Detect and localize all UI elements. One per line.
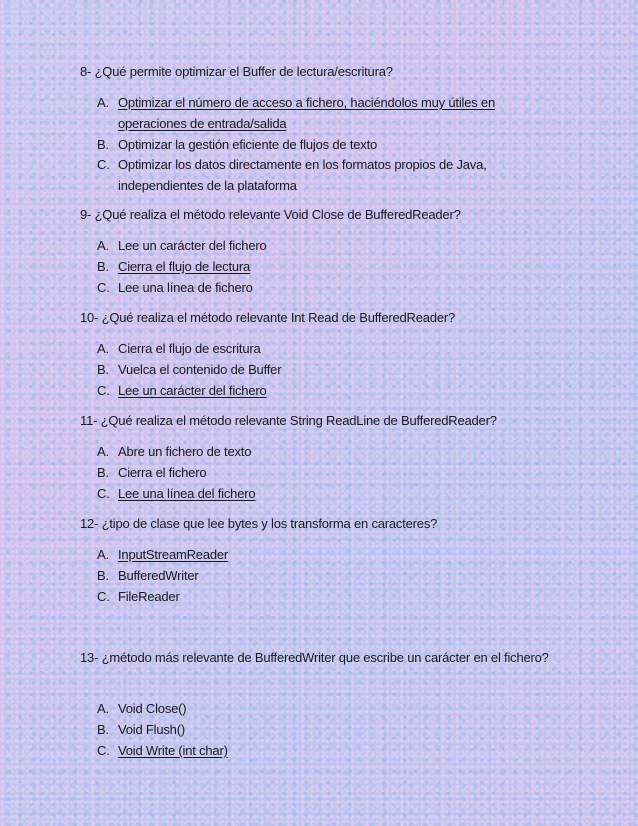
option-text: Void Close() [118,701,187,716]
option-9a [97,236,547,257]
question-11: 11- ¿Qué realiza el método relevante String ReadLine de BufferedReader? [80,413,497,428]
option-text-correct: Optimizar el número de acceso a fichero, haciéndolos muy útiles en operaciones de entrada/salida [118,95,495,131]
question-13: 13- ¿método más relevante de BufferedWriter que escribe un carácter en el fichero? [80,650,549,665]
option-text-correct: Lee un carácter del fichero [118,382,267,398]
option-8c [97,155,547,197]
option-text-correct: Void Write (int char) [118,742,228,758]
option-marker: C. [97,157,110,173]
option-marker: A. [97,701,109,716]
option-9c [97,278,547,299]
option-9b [97,257,547,278]
option-text: Lee un carácter del fichero [118,238,267,253]
option-marker: A. [97,547,109,562]
option-text: BufferedWriter [118,567,199,583]
option-text: Optimizar los datos directamente en los formatos propios de Java, independientes de la plataforma [118,157,487,194]
option-marker: A. [97,341,109,356]
option-marker: B. [97,464,109,480]
option-13a [97,699,547,720]
question-10: 10- ¿Qué realiza el método relevante Int Read de BufferedReader? [80,310,456,325]
question-12-options [97,545,547,607]
option-marker: B. [97,136,109,152]
option-11b [97,463,547,484]
option-text: Void Flush() [118,721,185,737]
option-8a [97,93,547,135]
question-11-options [97,442,547,504]
question-8: 8- ¿Qué permite optimizar el Buffer de lectura/escritura? [80,64,393,79]
option-text-correct: Cierra el flujo de lectura [118,258,251,274]
option-10a [97,339,547,360]
option-text: Lee una línea de fichero [118,279,253,295]
option-text: Cierra el fichero [118,464,207,480]
question-12: 12- ¿tipo de clase que lee bytes y los transforma en caracteres? [80,516,438,531]
option-marker: B. [97,567,109,583]
option-text: Optimizar la gestión eficiente de flujos de texto [118,136,378,152]
option-marker: C. [97,588,110,604]
option-11c [97,484,547,505]
option-13b [97,720,547,741]
option-8b [97,135,547,156]
option-marker: C. [97,279,110,295]
option-12a [97,545,547,566]
option-text-correct: InputStreamReader [118,547,229,562]
option-11a [97,442,547,463]
question-13-options [97,699,547,761]
option-marker: A. [97,238,109,253]
option-13c [97,741,547,762]
option-10b [97,360,547,381]
question-9-options [97,236,547,298]
option-marker: C. [97,382,110,398]
option-text-correct: Lee una línea del fichero [118,485,256,501]
question-9: 9- ¿Qué realiza el método relevante Void Close de BufferedReader? [80,207,461,222]
option-marker: B. [97,361,109,377]
option-marker: A. [97,95,109,110]
option-marker: B. [97,258,109,274]
option-text: FileReader [118,588,180,604]
question-8-options [97,93,547,197]
option-marker: B. [97,721,109,737]
option-marker: C. [97,742,110,758]
option-marker: A. [97,444,109,459]
option-text: Cierra el flujo de escritura [118,341,261,356]
option-marker: C. [97,485,110,501]
option-12c [97,587,547,608]
option-text: Vuelca el contenido de Buffer [118,361,282,377]
option-text: Abre un fichero de texto [118,444,252,459]
option-10c [97,381,547,402]
option-12b [97,566,547,587]
question-10-options [97,339,547,401]
